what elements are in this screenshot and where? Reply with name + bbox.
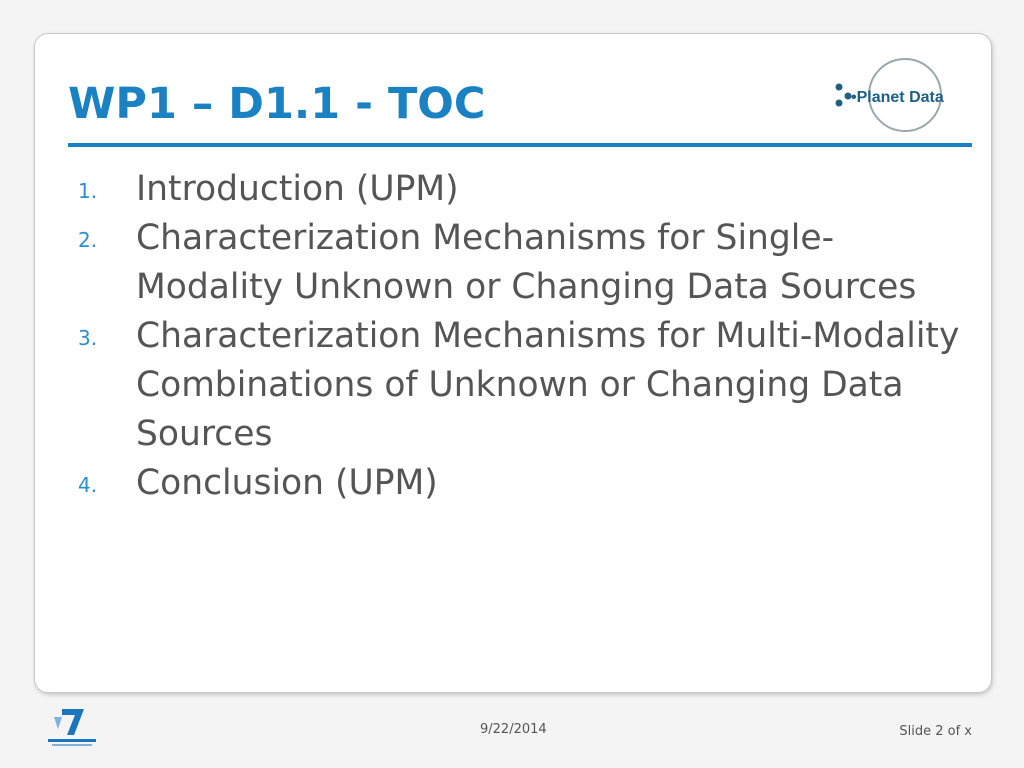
toc-item-text: Introduction (UPM) [136,169,459,209]
toc-item [70,214,960,312]
footer-date: 9/22/2014 [480,722,547,737]
toc-item [70,312,960,459]
planet-data-logo [833,55,978,137]
toc-item-number: 1. [78,179,98,203]
toc-item-number: 4. [78,473,98,497]
toc-item [70,165,960,214]
toc-item [70,459,960,508]
toc-item-text: Conclusion (UPM) [136,463,438,503]
toc-item-number: 2. [78,228,98,252]
toc-item-number: 3. [78,326,98,350]
slide-title: WP1 – D1.1 - TOC [68,79,486,129]
toc-list [70,165,960,508]
toc-item-text: Characterization Mechanisms for Multi-Modality Combinations of Unknown or Changing Data Sources [136,316,960,454]
toc-item-text: Characterization Mechanisms for Single-Modality Unknown or Changing Data Sources [136,218,917,307]
seventh-framework-programme-logo-icon [44,705,100,751]
footer-slide-number: Slide 2 of x [899,724,972,739]
title-underline [68,143,972,147]
logo-text: •Planet Data [851,89,944,106]
